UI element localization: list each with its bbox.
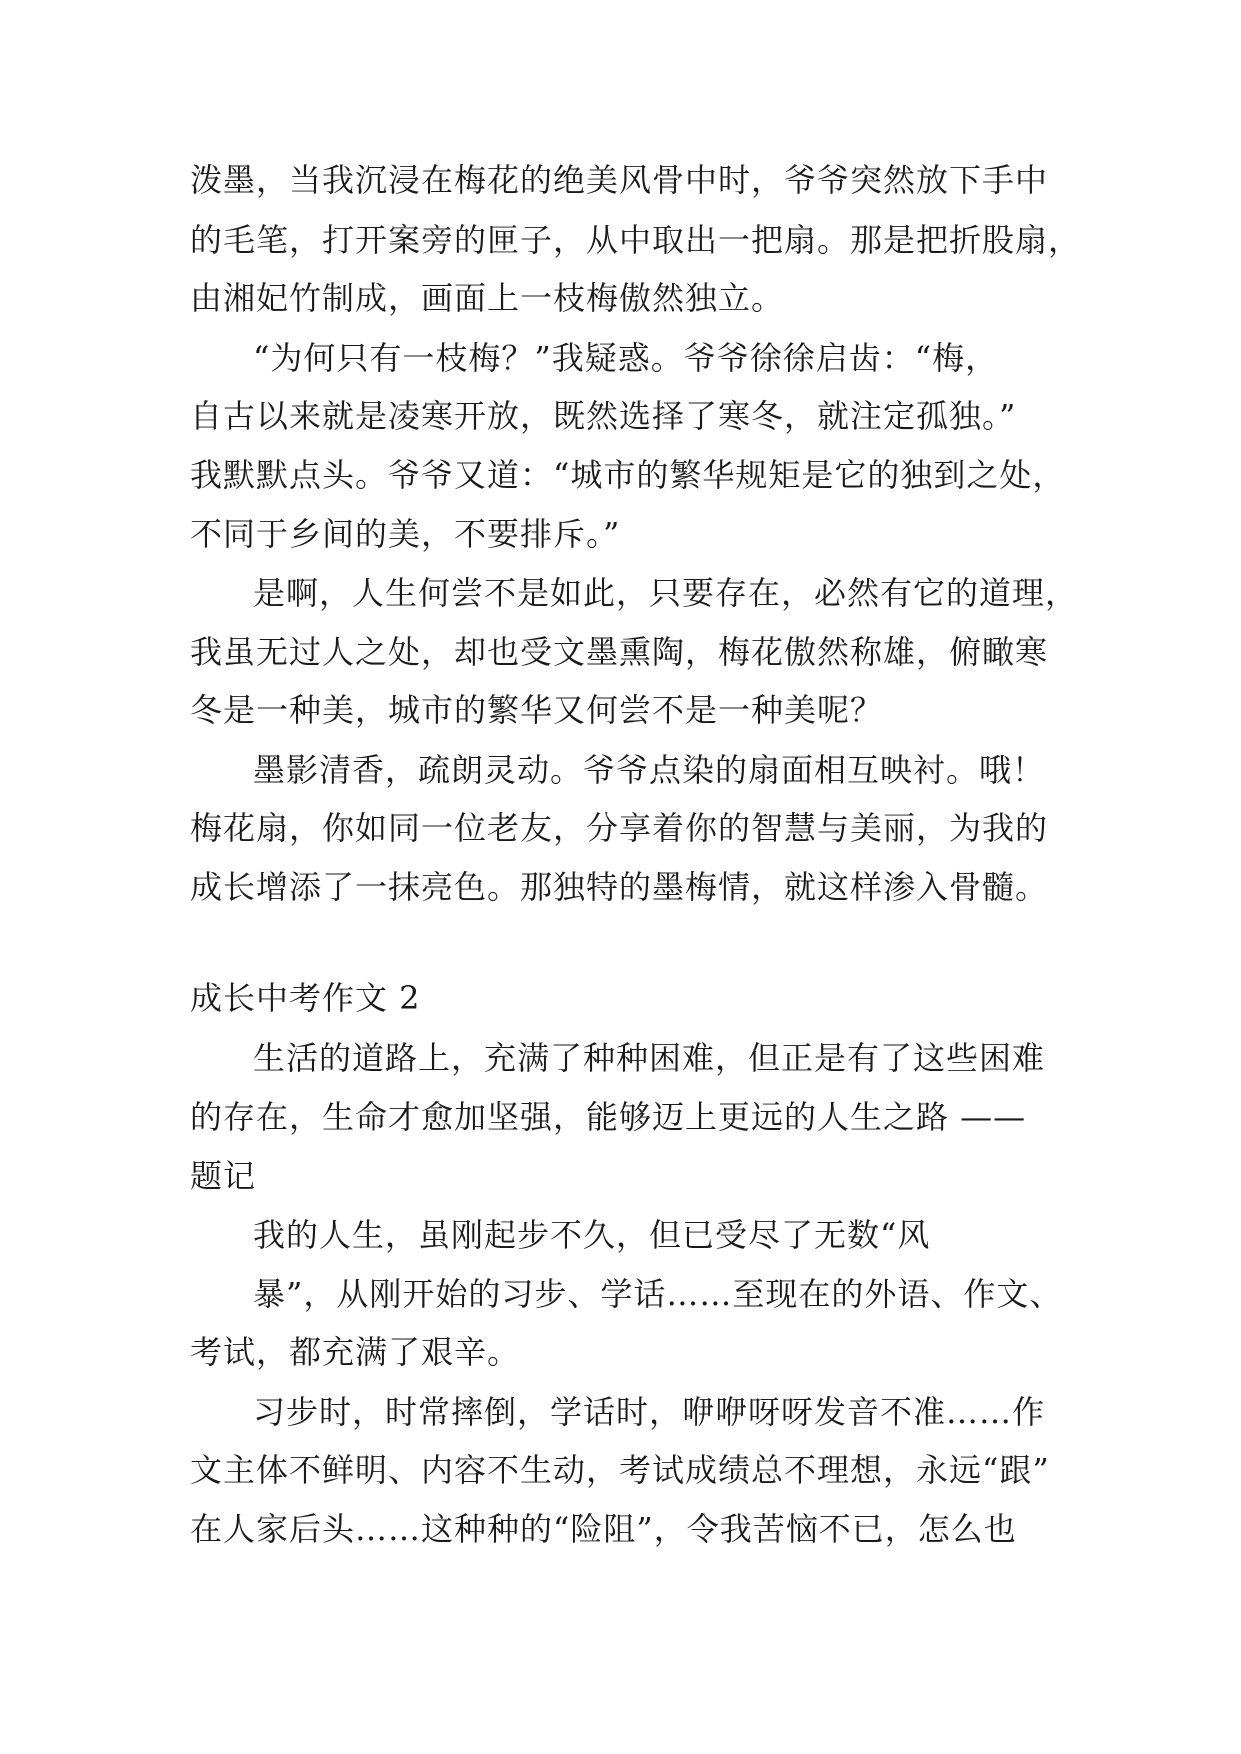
text-line: 我默默点头。爷爷又道：“城市的繁华规矩是它的独到之处， — [190, 456, 1066, 494]
text-line: 泼墨，当我沉浸在梅花的绝美风骨中时，爷爷突然放下手中 — [190, 161, 1049, 199]
text-line: “为何只有一枝梅？”我疑惑。爷爷徐徐启齿：“梅， — [253, 339, 999, 377]
text-line: 自古以来就是凌寒开放，既然选择了寒冬，就注定孤独。” — [190, 397, 1017, 435]
text-line: 我虽无过人之处，却也受文墨熏陶，梅花傲然称雄，俯瞰寒 — [190, 633, 1049, 671]
text-line: 不同于乡间的美，不要排斥。” — [190, 515, 621, 553]
text-line: 墨影清香，疏朗灵动。爷爷点染的扇面相互映衬。哦！ — [253, 751, 1046, 789]
text-line: 的毛笔，打开案旁的匣子，从中取出一把扇。那是把折股扇， — [190, 221, 1082, 259]
text-line: 习步时，时常摔倒，学话时，咿咿呀呀发音不准……作 — [253, 1393, 1046, 1431]
text-line: 文主体不鲜明、内容不生动，考试成绩总不理想，永远“跟” — [190, 1451, 1050, 1489]
text-line: 由湘妃竹制成，画面上一枝梅傲然独立。 — [190, 279, 785, 317]
text-line: 暴”，从刚开始的习步、学话……至现在的外语、作文、 — [253, 1275, 1063, 1313]
text-line: 是啊，人生何尝不是如此，只要存在，必然有它的道理， — [253, 574, 1079, 612]
text-line: 成长增添了一抹亮色。那独特的墨梅情，就这样渗入骨髓。 — [190, 868, 1049, 906]
text-line: 冬是一种美，城市的繁华又何尝不是一种美呢？ — [190, 691, 884, 729]
section-heading: 成长中考作文 2 — [190, 979, 421, 1017]
text-line: 我的人生，虽刚起步不久，但已受尽了无数“风 — [253, 1216, 931, 1254]
text-line: 考试，都充满了艰辛。 — [190, 1333, 521, 1371]
text-line: 题记 — [190, 1157, 257, 1195]
text-line: 的存在，生命才愈加坚强，能够迈上更远的人生之路 —— — [190, 1098, 1027, 1136]
text-line: 梅花扇，你如同一位老友，分享着你的智慧与美丽，为我的 — [190, 809, 1049, 847]
text-line: 在人家后头……这种种的“险阻”，令我苦恼不已，怎么也 — [190, 1510, 1017, 1548]
text-line: 生活的道路上，充满了种种困难，但正是有了这些困难 — [253, 1039, 1046, 1077]
